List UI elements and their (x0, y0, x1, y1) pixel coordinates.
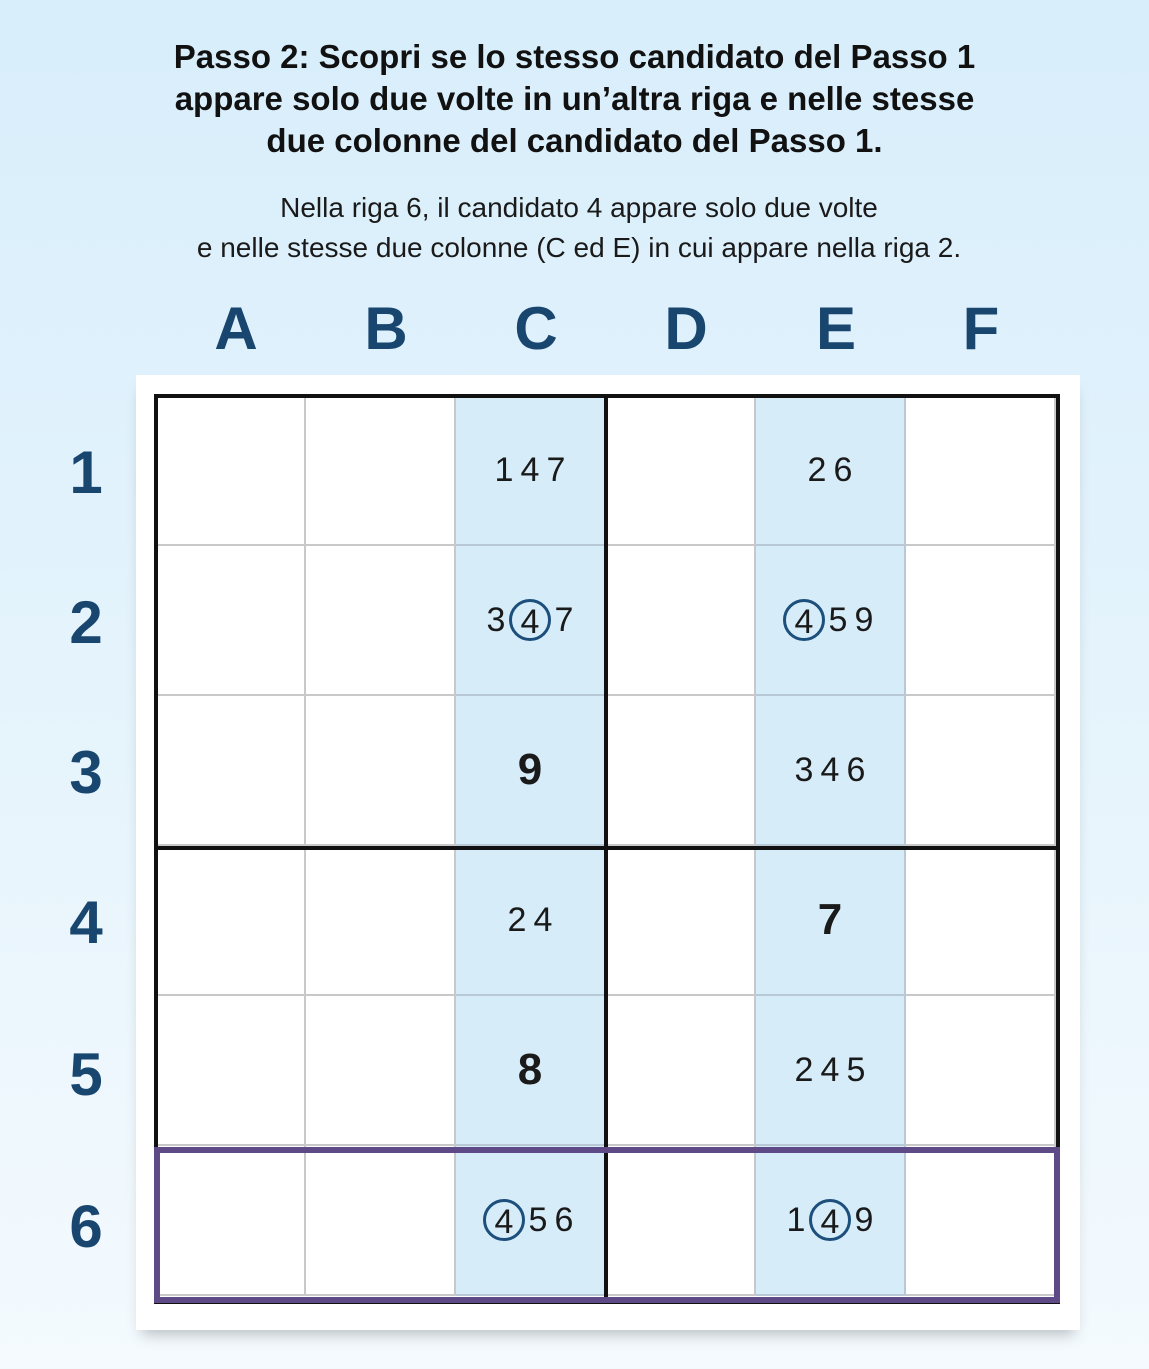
row-label-2: 2 (69, 589, 103, 656)
column-label-f: F (962, 295, 1000, 362)
step-title-line: appare solo due volte in un’altra riga e nelle stesse (174, 80, 975, 117)
step-title (0, 36, 1149, 162)
cell-d2[interactable] (606, 546, 756, 696)
candidate-digit: 2 (794, 1050, 814, 1089)
cell-b5[interactable] (306, 996, 456, 1146)
candidate-list (793, 1051, 867, 1090)
cell-f4[interactable] (906, 846, 1056, 996)
cell-e1[interactable] (756, 396, 906, 546)
cell-e4[interactable] (756, 846, 906, 996)
candidate-list (785, 599, 875, 641)
column-label-d: D (664, 295, 708, 362)
cell-e5[interactable] (756, 996, 906, 1146)
candidate-list (493, 451, 567, 490)
column-label-e: E (815, 295, 857, 362)
candidate-digit: 5 (828, 600, 848, 639)
step-explanation-line: Nella riga 6, il candidato 4 appare solo due volte (280, 192, 878, 223)
cell-c1[interactable] (456, 396, 606, 546)
row-label-4: 4 (69, 889, 103, 956)
step-title-line: due colonne del candidato del Passo 1. (266, 122, 883, 159)
candidate-digit: 4 (520, 450, 540, 489)
candidate-digit: 7 (554, 600, 574, 639)
step-explanation (0, 188, 1149, 268)
column-label-b: B (364, 295, 408, 362)
step-explanation-line: e nelle stesse due colonne (C ed E) in cui appare nella riga 2. (196, 232, 962, 263)
cell-d3[interactable] (606, 696, 756, 846)
cell-c5[interactable] (456, 996, 606, 1146)
cell-d4[interactable] (606, 846, 756, 996)
candidate-list (485, 599, 575, 641)
candidate-list (806, 451, 854, 490)
candidate-digit: 1 (786, 1200, 806, 1239)
candidate-digit: 5 (528, 1200, 548, 1239)
candidate-digit: 6 (833, 450, 853, 489)
cell-a4[interactable] (156, 846, 306, 996)
candidate-digit: 3 (794, 750, 814, 789)
column-label-a: A (214, 295, 258, 362)
step-title-line: Passo 2: Scopri se lo stesso candidato del Passo 1 (173, 38, 976, 75)
cell-b2[interactable] (306, 546, 456, 696)
cell-b1[interactable] (306, 396, 456, 546)
cell-a5[interactable] (156, 996, 306, 1146)
candidate-digit: 4 (533, 900, 553, 939)
circled-candidate: 4 (483, 1199, 525, 1241)
candidate-digit: 6 (554, 1200, 574, 1239)
cell-f3[interactable] (906, 696, 1056, 846)
cell-value: 9 (517, 745, 543, 794)
candidate-digit: 6 (846, 750, 866, 789)
candidate-list (506, 901, 554, 940)
cell-e2[interactable] (756, 546, 906, 696)
cell-b4[interactable] (306, 846, 456, 996)
candidate-digit: 7 (546, 450, 566, 489)
circled-candidate: 4 (509, 599, 551, 641)
cell-f1[interactable] (906, 396, 1056, 546)
cell-a2[interactable] (156, 546, 306, 696)
circled-candidate: 4 (809, 1199, 851, 1241)
candidate-digit: 9 (854, 1200, 874, 1239)
row-6-highlight-box (154, 1147, 1060, 1303)
candidate-digit: 4 (820, 1050, 840, 1089)
cell-a1[interactable] (156, 396, 306, 546)
circled-candidate: 4 (783, 599, 825, 641)
cell-f2[interactable] (906, 546, 1056, 696)
candidate-digit: 2 (807, 450, 827, 489)
cell-d5[interactable] (606, 996, 756, 1146)
row-label-6: 6 (69, 1193, 103, 1260)
cell-value: 7 (817, 895, 843, 944)
cell-e3[interactable] (756, 696, 906, 846)
candidate-digit: 9 (854, 600, 874, 639)
box-divider-horizontal (154, 846, 1060, 850)
candidate-list (793, 751, 867, 790)
row-label-5: 5 (69, 1041, 103, 1108)
cell-d1[interactable] (606, 396, 756, 546)
candidate-digit: 3 (486, 600, 506, 639)
candidate-digit: 5 (846, 1050, 866, 1089)
candidate-digit: 1 (494, 450, 514, 489)
cell-c4[interactable] (456, 846, 606, 996)
candidate-digit: 2 (507, 900, 527, 939)
cell-a3[interactable] (156, 696, 306, 846)
cell-c3[interactable] (456, 696, 606, 846)
cell-f5[interactable] (906, 996, 1056, 1146)
candidate-digit: 4 (820, 750, 840, 789)
row-label-1: 1 (69, 439, 103, 506)
cell-value: 8 (517, 1045, 543, 1094)
cell-b3[interactable] (306, 696, 456, 846)
row-label-3: 3 (69, 739, 103, 806)
column-label-c: C (514, 295, 558, 362)
cell-c2[interactable] (456, 546, 606, 696)
